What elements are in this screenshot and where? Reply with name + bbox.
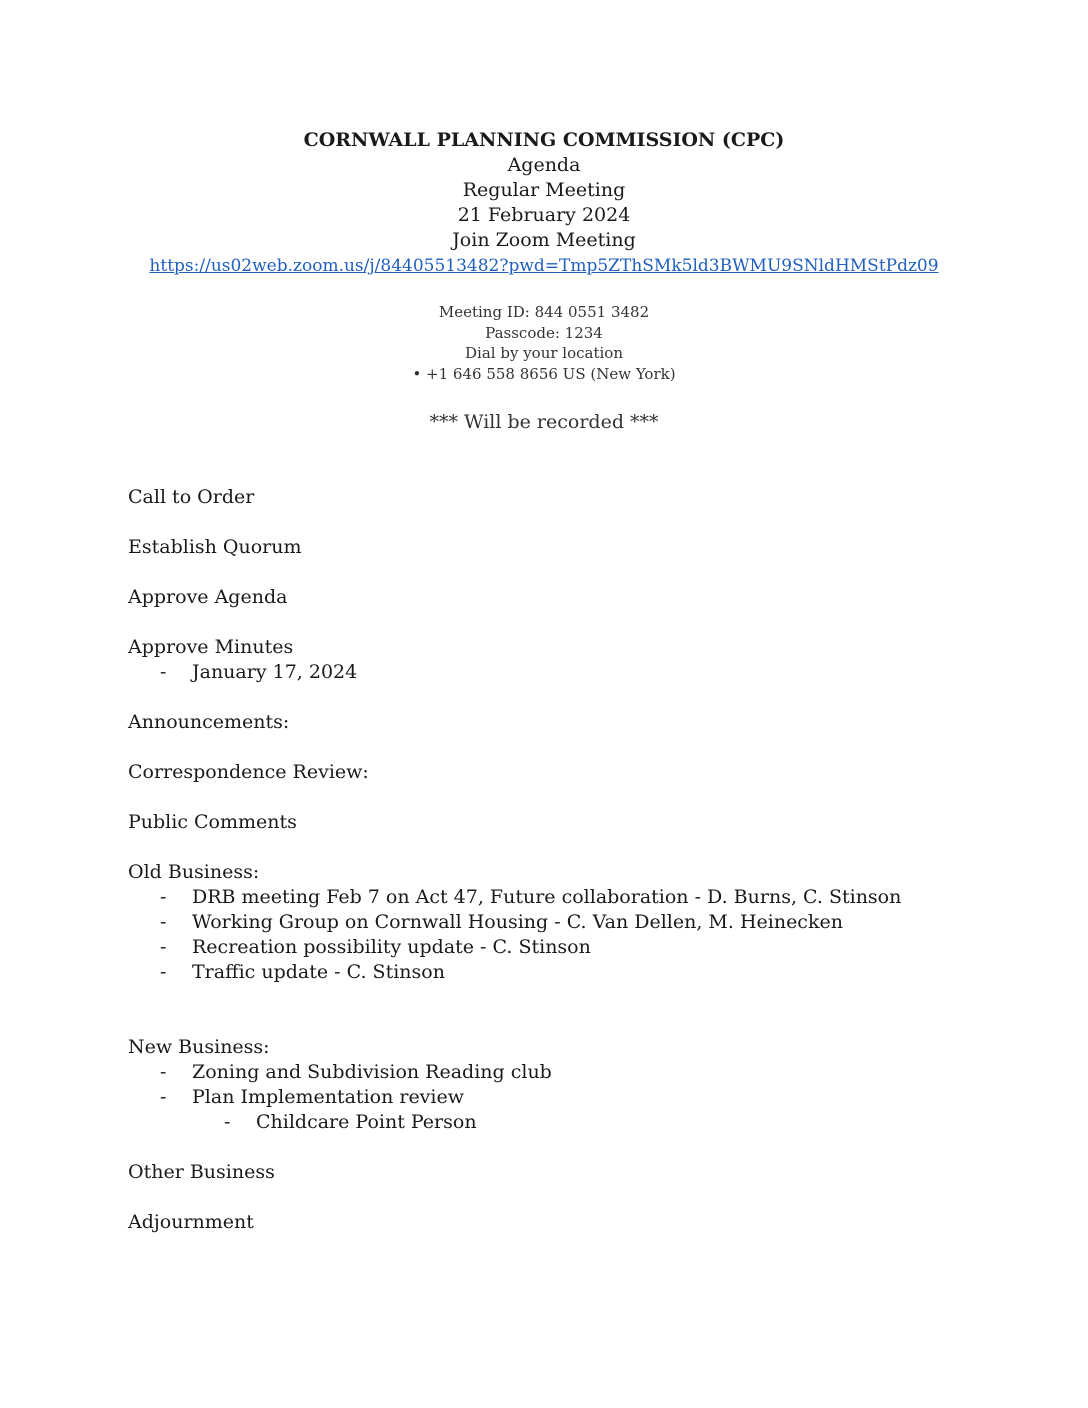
dial-number: • +1 646 558 8656 US (New York) <box>412 364 676 383</box>
list-item-text: Plan Implementation review <box>192 1086 465 1108</box>
section-title: New Business: <box>128 1036 270 1058</box>
list-item-text: DRB meeting Feb 7 on Act 47, Future collaboration - D. Burns, C. Stinson <box>192 886 902 908</box>
document-header <box>0 128 1088 278</box>
section-title: Call to Order <box>128 486 255 508</box>
list-item-text: Childcare Point Person <box>256 1111 477 1133</box>
list-item-text: Recreation possibility update - C. Stinson <box>192 936 591 958</box>
agenda-section-establish-quorum <box>128 535 1028 560</box>
agenda-section-approve-agenda <box>128 585 1028 610</box>
document-type: Agenda <box>507 154 581 176</box>
agenda-section-call-to-order <box>128 485 1028 510</box>
dial-label: Dial by your location <box>465 344 623 362</box>
section-title: Approve Minutes <box>128 636 294 658</box>
agenda-list <box>128 485 1028 1260</box>
zoom-meeting-link[interactable]: https://us02web.zoom.us/j/84405513482?pwd=Tmp5ZThSMk5ld3BWMU9SNldHMStPdz09 <box>149 256 939 276</box>
dash-bullet: - <box>160 1086 167 1108</box>
meeting-details <box>0 302 1088 384</box>
meeting-id: Meeting ID: 844 0551 3482 <box>438 303 650 321</box>
list-item-text: January 17, 2024 <box>192 661 358 683</box>
section-title: Establish Quorum <box>128 536 302 558</box>
agenda-section-approve-minutes <box>128 635 1028 685</box>
list-item-text: Zoning and Subdivision Reading club <box>192 1061 552 1083</box>
dash-bullet: - <box>160 661 167 683</box>
section-title: Public Comments <box>128 811 297 833</box>
meeting-type: Regular Meeting <box>462 179 626 201</box>
dash-bullet: - <box>160 1061 167 1083</box>
agenda-section-new-business <box>128 1035 1028 1135</box>
section-title: Other Business <box>128 1161 275 1183</box>
nested-list-item <box>128 1110 1028 1135</box>
section-title: Approve Agenda <box>128 586 288 608</box>
section-title: Adjournment <box>128 1211 254 1233</box>
agenda-section-correspondence-review <box>128 760 1028 785</box>
list-item-text: Traffic update - C. Stinson <box>192 961 445 983</box>
commission-title: CORNWALL PLANNING COMMISSION (CPC) <box>303 129 785 151</box>
section-title: Announcements: <box>128 711 290 733</box>
agenda-section-announcements <box>128 710 1028 735</box>
recorded-notice: *** Will be recorded *** <box>429 411 659 433</box>
agenda-section-adjournment <box>128 1210 1028 1235</box>
dash-bullet: - <box>160 936 167 958</box>
passcode: Passcode: 1234 <box>485 323 603 342</box>
dash-bullet: - <box>224 1111 231 1133</box>
list-item <box>128 660 1028 685</box>
list-item <box>128 1085 1028 1110</box>
section-title: Old Business: <box>128 861 260 883</box>
list-item <box>128 885 1028 910</box>
section-title: Correspondence Review: <box>128 761 369 783</box>
list-item-text: Working Group on Cornwall Housing - C. Van Dellen, M. Heinecken <box>192 911 843 933</box>
agenda-section-old-business <box>128 860 1028 985</box>
dash-bullet: - <box>160 961 167 983</box>
list-item <box>128 910 1028 935</box>
list-item <box>128 1060 1028 1085</box>
agenda-section-other-business <box>128 1160 1028 1185</box>
agenda-section-public-comments <box>128 810 1028 835</box>
dash-bullet: - <box>160 886 167 908</box>
zoom-label: Join Zoom Meeting <box>452 229 636 251</box>
list-item <box>128 935 1028 960</box>
meeting-date: 21 February 2024 <box>457 204 631 226</box>
list-item <box>128 960 1028 985</box>
dash-bullet: - <box>160 911 167 933</box>
